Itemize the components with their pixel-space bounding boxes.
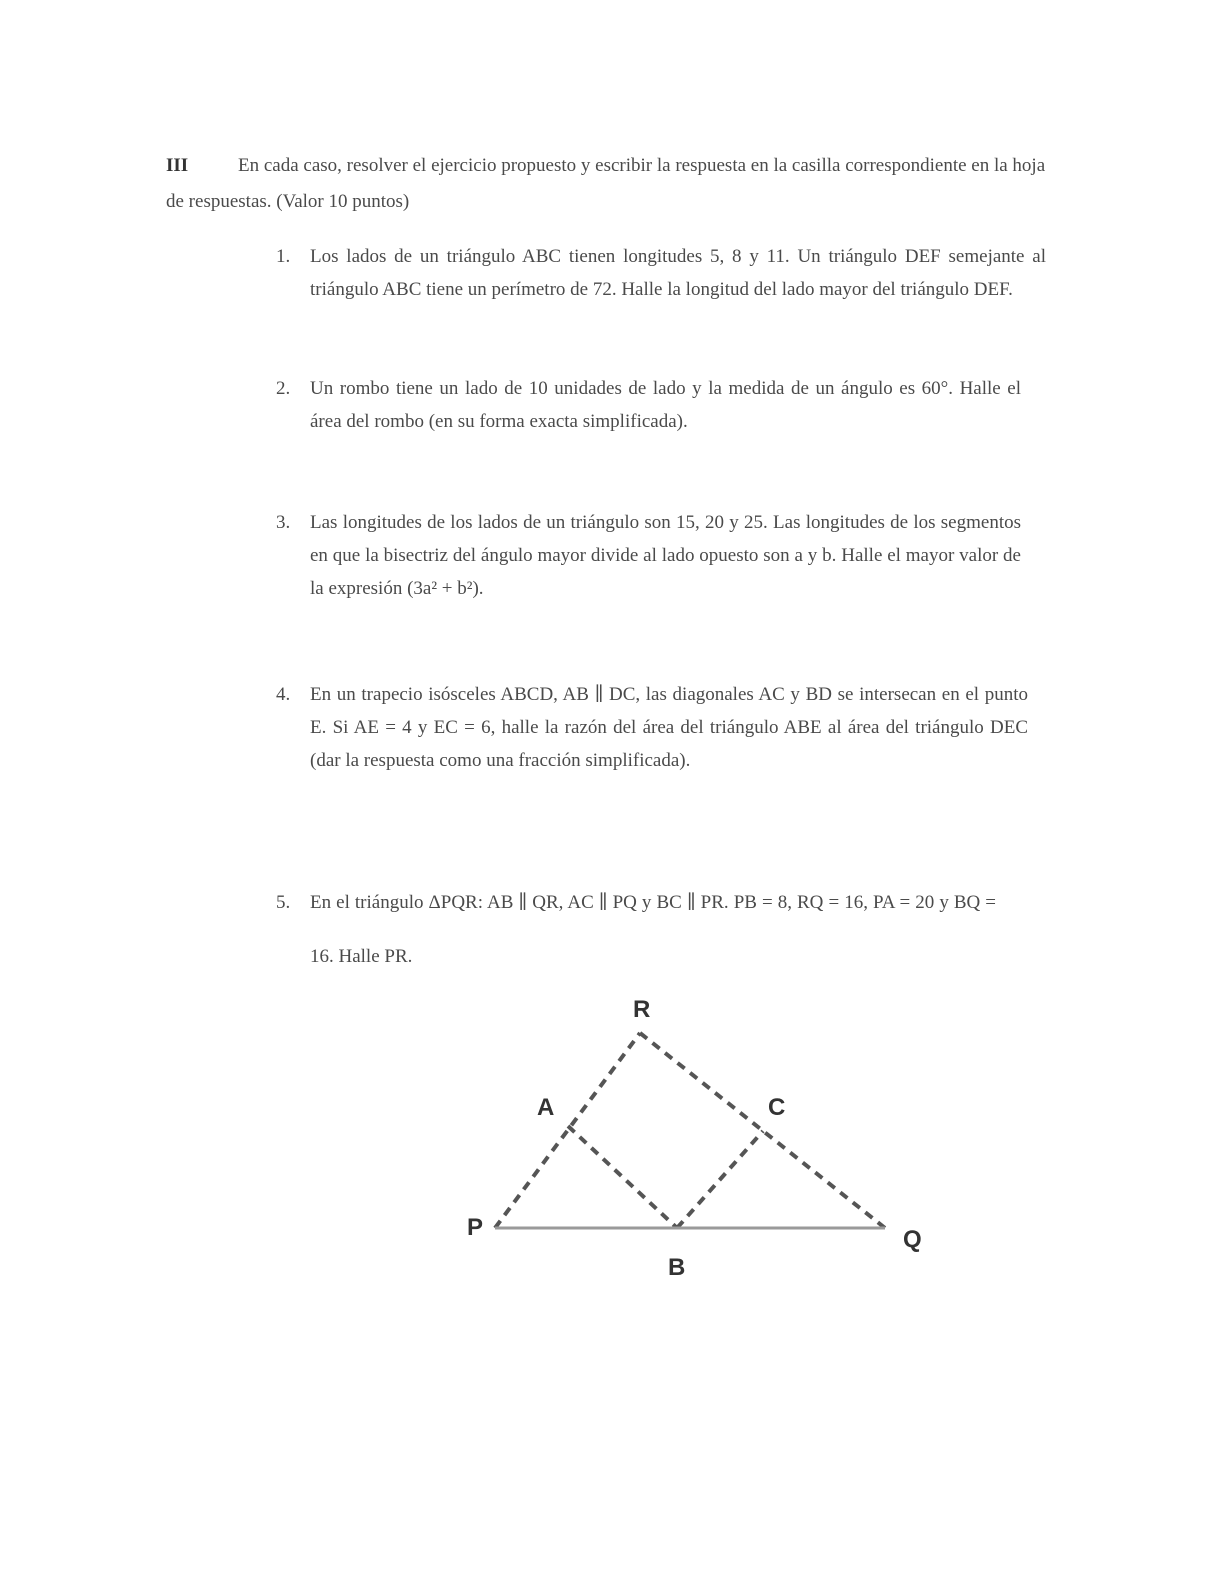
problem-5 (276, 876, 996, 984)
problem-text: Un rombo tiene un lado de 10 unidades de lado y la medida de un ángulo es 60°. Halle el área del rombo (en su forma exacta simplificada). (310, 378, 1021, 432)
label-b: B (668, 1254, 686, 1281)
segment-ab (568, 1126, 677, 1228)
problem-3 (276, 506, 1021, 605)
section-number: III (166, 155, 189, 176)
problem-number: 1. (276, 246, 291, 267)
label-p: P (467, 1214, 484, 1241)
problem-text: En el triángulo ΔPQR: AB ∥ QR, AC ∥ PQ y BC ∥ PR. PB = 8, RQ = 16, PA = 20 y BQ = 16. Halle PR. (310, 892, 996, 967)
problem-1 (276, 240, 1046, 306)
problem-4 (276, 678, 1028, 777)
label-r: R (633, 996, 651, 1023)
label-q: Q (903, 1226, 922, 1253)
segment-bc (677, 1131, 763, 1228)
problem-text: Los lados de un triángulo ABC tienen longitudes 5, 8 y 11. Un triángulo DEF semejante al triángulo ABC tiene un perímetro de 72. Halle la longitud del lado mayor del triángulo DEF. (310, 246, 1046, 300)
problem-text: Las longitudes de los lados de un triángulo son 15, 20 y 25. Las longitudes de los segmentos en que la bisectriz del ángulo mayor divide al lado opuesto son a y b. Halle el mayor valor de la expresión (3a² + b²). (310, 512, 1021, 599)
problem-number: 2. (276, 378, 291, 399)
problem-number: 5. (276, 892, 291, 913)
triangle-figure (455, 985, 955, 1285)
segment-rq (640, 1033, 885, 1228)
problem-text: En un trapecio isósceles ABCD, AB ∥ DC, las diagonales AC y BD se intersecan en el punto E. Si AE = 4 y EC = 6, halle la razón del área del triángulo ABE al área del triángulo DEC (dar la respuesta como una fracción simplificada). (310, 684, 1028, 771)
section-header (166, 148, 1046, 220)
segment-pr (495, 1033, 640, 1228)
section-instructions: En cada caso, resolver el ejercicio propuesto y escribir la respuesta en la casilla correspondiente en la hoja de respuestas. (Valor 10 puntos) (166, 155, 1046, 212)
problem-number: 3. (276, 512, 291, 533)
problem-number: 4. (276, 684, 291, 705)
label-a: A (537, 1094, 555, 1121)
label-c: C (768, 1094, 786, 1121)
problem-2 (276, 372, 1021, 438)
